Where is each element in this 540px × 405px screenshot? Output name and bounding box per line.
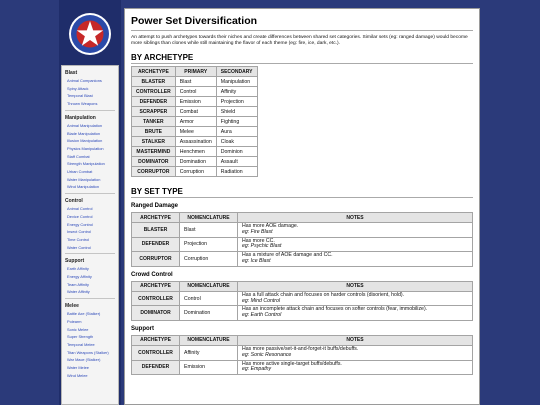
nomenclature-cell: Blast (180, 223, 238, 238)
archetype-cell: DOMINATOR (132, 157, 176, 167)
column-header: SECONDARY (216, 67, 257, 77)
note-text: Has a full attack chain and focuses on harder controls (disorient, hold). (242, 291, 405, 298)
table-row (132, 117, 258, 127)
archetype-table (131, 66, 258, 177)
note-example: eg: Mind Control (242, 297, 281, 304)
archetype-cell: SCRAPPER (132, 107, 176, 117)
set-cell: Projection (216, 97, 257, 107)
note-example: eg: Psychic Blast (242, 243, 282, 250)
set-cell: Assault (216, 157, 257, 167)
archetype-cell: DOMINATOR (132, 306, 180, 321)
column-header: ARCHETYPE (132, 335, 180, 345)
nomenclature-cell: Corruption (180, 252, 238, 267)
table-row (132, 252, 473, 267)
nav-link[interactable]: Insect Control (67, 229, 92, 235)
nomenclature-cell: Affinity (180, 345, 238, 360)
nav-link[interactable]: Sonic Melee (67, 326, 89, 332)
nav-link[interactable]: Time Control (67, 236, 90, 242)
nav-section-heading: Manipulation (65, 114, 96, 121)
set-cell: Control (175, 87, 216, 97)
table-row (132, 137, 258, 147)
table-row (132, 127, 258, 137)
star-shield-icon[interactable] (68, 12, 112, 56)
archetype-cell: TANKER (132, 117, 176, 127)
notes-cell (238, 360, 473, 375)
notes-cell (238, 223, 473, 238)
nav-link[interactable]: Animal Manipulation (67, 122, 103, 128)
column-header: NOTES (238, 213, 473, 223)
nav-link[interactable]: Polearm (67, 318, 82, 324)
table-row (132, 223, 473, 238)
column-header: NOTES (238, 335, 473, 345)
nav-link[interactable]: Device Control (67, 213, 93, 219)
set-cell: Blast (175, 77, 216, 87)
set-cell: Emission (175, 97, 216, 107)
archetype-cell: MASTERMIND (132, 147, 176, 157)
table-header-row (132, 213, 473, 223)
column-header: NOTES (238, 281, 473, 291)
table-row (132, 77, 258, 87)
table-row (132, 360, 473, 375)
nomenclature-cell: Domination (180, 306, 238, 321)
table-row (132, 147, 258, 157)
nav-link[interactable]: Super Strength (67, 334, 94, 340)
archetype-cell: STALKER (132, 137, 176, 147)
set-cell: Combat (175, 107, 216, 117)
column-header: PRIMARY (175, 67, 216, 77)
archetype-cell: BRUTE (132, 127, 176, 137)
note-text: Has an incomplete attack chain and focuses on softer controls (fear, immobilize). (242, 306, 428, 313)
page-title: Power Set Diversification (131, 15, 473, 31)
archetype-cell: BLASTER (132, 223, 180, 238)
table-row (132, 345, 473, 360)
nav-link[interactable]: Wind Melee (67, 372, 88, 378)
note-text: Has more CC. (242, 237, 275, 244)
table-row (132, 167, 258, 177)
nav-section-heading: Melee (65, 303, 79, 310)
column-header: ARCHETYPE (132, 67, 176, 77)
nav-link[interactable]: Illusion Manipulation (67, 138, 103, 144)
archetype-cell: CONTROLLER (132, 345, 180, 360)
set-cell: Domination (175, 157, 216, 167)
note-example: eg: Earth Control (242, 312, 282, 319)
table-row (132, 237, 473, 252)
nav-link[interactable]: Earth Affinity (67, 266, 89, 272)
nav-link[interactable]: Temporal Blast (67, 93, 93, 99)
nav-divider (65, 298, 115, 299)
nav-link[interactable]: Blade Manipulation (67, 130, 101, 136)
nav-link[interactable]: Animal Control (67, 206, 93, 212)
table-header-row (132, 335, 473, 345)
main-content (124, 8, 480, 405)
archetype-cell: CONTROLLER (132, 291, 180, 306)
nomenclature-cell: Control (180, 291, 238, 306)
nav-link[interactable]: Energy Affinity (67, 274, 92, 280)
nav-link[interactable]: Titan Weapons (Stalker) (67, 349, 109, 355)
nav-link[interactable]: Water Melee (67, 365, 89, 371)
group-heading: Support (131, 325, 154, 332)
set-type-groups (131, 203, 473, 375)
set-cell: Armor (175, 117, 216, 127)
set-cell: Affinity (216, 87, 257, 97)
note-text: Has a mixture of AOE damage and CC. (242, 252, 333, 259)
set-cell: Aura (216, 127, 257, 137)
nav-link[interactable]: Thrown Weapons (67, 101, 98, 107)
set-cell: Radiation (216, 167, 257, 177)
note-example: eg: Empathy (242, 366, 272, 373)
set-cell: Fighting (216, 117, 257, 127)
set-type-table (131, 212, 473, 267)
column-header: NOMENCLATURE (180, 335, 238, 345)
column-header: NOMENCLATURE (180, 213, 238, 223)
table-row (132, 306, 473, 321)
notes-cell (238, 237, 473, 252)
set-cell: Corruption (175, 167, 216, 177)
set-cell: Manipulation (216, 77, 257, 87)
notes-cell (238, 291, 473, 306)
table-row (132, 157, 258, 167)
set-cell: Cloak (216, 137, 257, 147)
note-text: Has more AOE damage. (242, 223, 299, 229)
nomenclature-cell: Projection (180, 237, 238, 252)
nav-link[interactable]: Spiny Attack (67, 85, 89, 91)
table-row (132, 291, 473, 306)
nav-link[interactable]: Water Manipulation (67, 176, 101, 182)
notes-cell (238, 345, 473, 360)
table-row (132, 97, 258, 107)
set-cell: Melee (175, 127, 216, 137)
archetype-cell: DEFENDER (132, 97, 176, 107)
nav-divider (65, 253, 115, 254)
note-example: eg: Sonic Resonance (242, 351, 292, 358)
nav-link[interactable]: Water Affinity (67, 289, 90, 295)
note-text: Has more active single-target buffs/debuffs. (242, 360, 342, 367)
notes-cell (238, 252, 473, 267)
notes-cell (238, 306, 473, 321)
note-text: Has more passive/set-it-and-forget-it buffs/debuffs. (242, 345, 359, 352)
set-type-table (131, 335, 473, 375)
nav-link[interactable]: Water Control (67, 244, 91, 250)
nav-link[interactable]: Staff Combat (67, 153, 90, 159)
nav-link[interactable]: War Mace (Stalker) (67, 357, 101, 363)
nav-divider (65, 193, 115, 194)
group-heading: Ranged Damage (131, 203, 179, 209)
column-header: ARCHETYPE (132, 213, 180, 223)
note-example: eg: Ice Blast (242, 257, 271, 264)
sidebar-nav (61, 65, 119, 405)
note-example: eg: Fire Blast (242, 228, 273, 235)
column-header: NOMENCLATURE (180, 281, 238, 291)
set-type-table (131, 281, 473, 321)
set-cell: Shield (216, 107, 257, 117)
nav-link[interactable]: Energy Control (67, 221, 93, 227)
nav-section-heading: Control (65, 198, 83, 205)
nav-link[interactable]: Animal Companions (67, 78, 102, 83)
nav-divider (65, 110, 115, 111)
nav-section-heading: Blast (65, 70, 78, 76)
archetype-cell: CONTROLLER (132, 87, 176, 97)
nav-link[interactable]: Wind Manipulation (67, 184, 100, 190)
table-row (132, 107, 258, 117)
nav-link[interactable]: Battle Axe (Stalker) (67, 311, 101, 317)
nav-link[interactable]: Temporal Melee (67, 341, 95, 347)
by-archetype-heading: BY ARCHETYPE (131, 53, 473, 64)
group-heading: Crowd Control (131, 271, 173, 278)
intro-text: An attempt to push archetypes towards their niches and create differences between shared set categories. Similar sets (eg: ranged damage) would become more siblings than clones while still maintaining the flavor of each theme (eg: fire, ice, dark, etc.). (131, 35, 468, 46)
archetype-cell: BLASTER (132, 77, 176, 87)
nav-link[interactable]: Team Affinity (67, 281, 89, 287)
table-row (132, 87, 258, 97)
nav-link[interactable]: Strength Manipulation (67, 161, 105, 167)
archetype-cell: DEFENDER (132, 237, 180, 252)
nav-section-heading: Support (65, 258, 85, 265)
table-header-row (132, 281, 473, 291)
set-cell: Dominion (216, 147, 257, 157)
set-cell: Henchmen (175, 147, 216, 157)
set-cell: Assassination (175, 137, 216, 147)
nav-link[interactable]: Urban Combat (67, 169, 93, 175)
archetype-cell: CORRUPTOR (132, 252, 180, 267)
by-set-type-heading: BY SET TYPE (131, 187, 473, 198)
column-header: ARCHETYPE (132, 281, 180, 291)
nav-link[interactable]: Physics Manipulation (67, 145, 104, 151)
archetype-cell: DEFENDER (132, 360, 180, 375)
nomenclature-cell: Emission (180, 360, 238, 375)
archetype-cell: CORRUPTOR (132, 167, 176, 177)
